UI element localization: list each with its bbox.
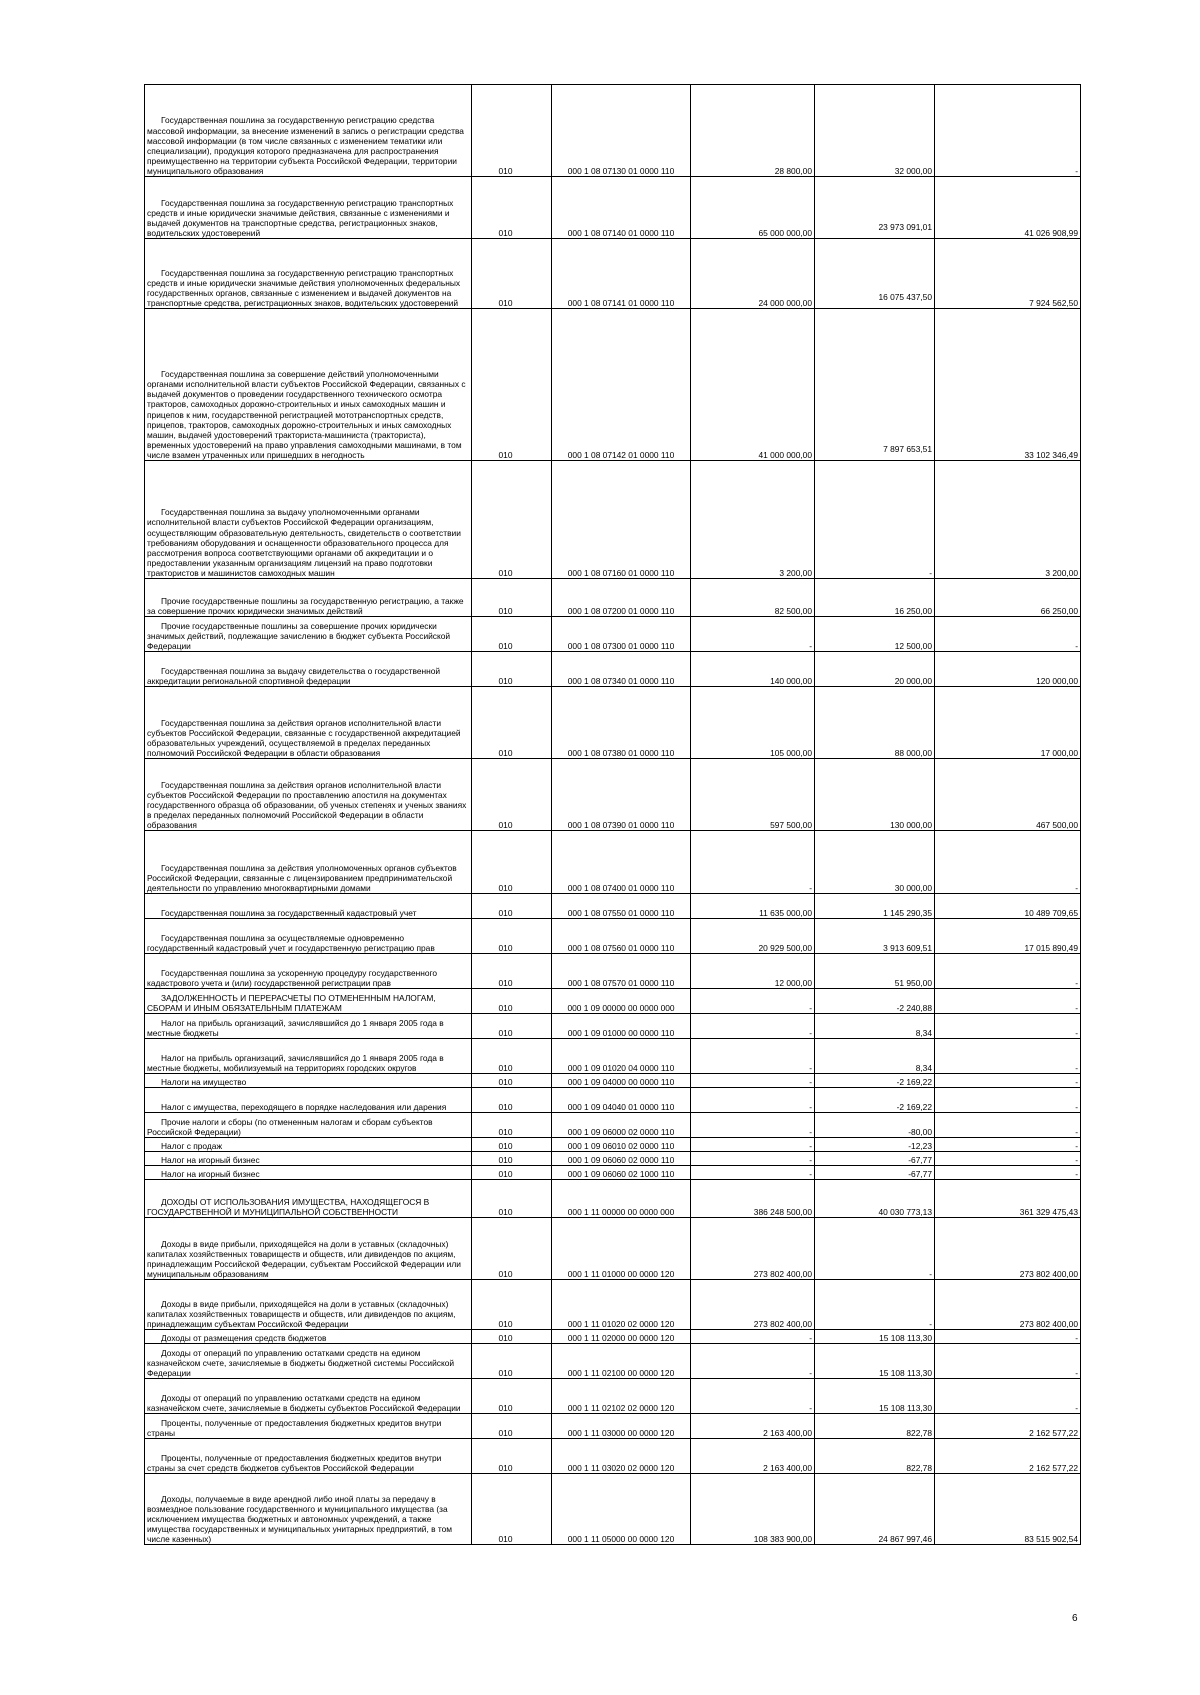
row-code: 010 (472, 617, 552, 652)
row-rest: 120 000,00 (935, 652, 1081, 687)
row-plan: - (691, 1113, 815, 1138)
row-code: 010 (472, 1180, 552, 1218)
row-kbk: 000 1 09 01020 04 0000 110 (552, 1039, 691, 1074)
table-row (145, 1039, 1081, 1074)
row-name: Государственная пошлина за государственный кадастровый учет (145, 894, 472, 919)
row-rest: - (935, 1039, 1081, 1074)
table-row (145, 759, 1081, 831)
row-name: Доходы от операций по управлению остатками средств на едином казначейском счете, зачисляемые в бюджеты бюджетной системы Российской Федерации (145, 1344, 472, 1379)
row-rest: - (935, 1113, 1081, 1138)
row-fact: 32 000,00 (815, 85, 935, 177)
row-kbk: 000 1 08 07380 01 0000 110 (552, 687, 691, 759)
row-code: 010 (472, 1113, 552, 1138)
row-rest: - (935, 617, 1081, 652)
row-rest: 3 200,00 (935, 461, 1081, 579)
row-name: Государственная пошлина за государственную регистрацию средства массовой информации, за внесение изменений в запись о регистрации средства массовой информации (в том числе связанных с изменением тематики или специализации), продукция которого предназначена для распространения преимущественно на территории субъекта Российской Федерации, территории муниципального образования (145, 85, 472, 177)
row-code: 010 (472, 1344, 552, 1379)
row-fact: 24 867 997,46 (815, 1474, 935, 1545)
row-plan: 273 802 400,00 (691, 1280, 815, 1330)
row-rest: - (935, 1074, 1081, 1088)
row-plan: - (691, 1379, 815, 1414)
row-plan: 2 163 400,00 (691, 1414, 815, 1439)
row-plan: - (691, 831, 815, 894)
row-fact: - (815, 1280, 935, 1330)
row-name: Налог с продаж (145, 1138, 472, 1152)
row-kbk: 000 1 11 02100 00 0000 120 (552, 1344, 691, 1379)
row-name: Проценты, полученные от предоставления бюджетных кредитов внутри страны за счет средств бюджетов субъектов Российской Федерации (145, 1439, 472, 1474)
row-kbk: 000 1 08 07142 01 0000 110 (552, 309, 691, 461)
row-code: 010 (472, 1152, 552, 1166)
table-row (145, 617, 1081, 652)
row-code: 010 (472, 831, 552, 894)
row-fact: -12,23 (815, 1138, 935, 1152)
row-plan: 273 802 400,00 (691, 1218, 815, 1280)
row-code: 010 (472, 1138, 552, 1152)
table-row (145, 239, 1081, 309)
row-fact: -2 169,22 (815, 1074, 935, 1088)
row-fact: 15 108 113,30 (815, 1344, 935, 1379)
row-code: 010 (472, 1474, 552, 1545)
row-code: 010 (472, 1166, 552, 1180)
table-row (145, 1138, 1081, 1152)
row-fact: 822,78 (815, 1439, 935, 1474)
row-fact: -2 240,88 (815, 989, 935, 1014)
row-rest: - (935, 1152, 1081, 1166)
table-row (145, 1014, 1081, 1039)
row-name: Прочие налоги и сборы (по отмененным налогам и сборам субъектов Российской Федерации) (145, 1113, 472, 1138)
row-plan: - (691, 617, 815, 652)
row-kbk: 000 1 08 07400 01 0000 110 (552, 831, 691, 894)
row-fact: - (815, 461, 935, 579)
row-rest: 33 102 346,49 (935, 309, 1081, 461)
row-kbk: 000 1 11 03000 00 0000 120 (552, 1414, 691, 1439)
table-row (145, 1074, 1081, 1088)
row-rest: - (935, 1330, 1081, 1344)
table-body (145, 85, 1081, 1545)
table-row (145, 1113, 1081, 1138)
table-row (145, 687, 1081, 759)
row-plan: 386 248 500,00 (691, 1180, 815, 1218)
row-name: Государственная пошлина за действия органов исполнительной власти субъектов Российской Федерации, связанные с государственной аккредитацией образовательных учреждений, осуществляемой в пределах переданных полномочий Российской Федерации в области образования (145, 687, 472, 759)
row-kbk: 000 1 08 07140 01 0000 110 (552, 177, 691, 239)
row-kbk: 000 1 09 01000 00 0000 110 (552, 1014, 691, 1039)
row-name: Государственная пошлина за ускоренную процедуру государственного кадастрового учета и (или) государственной регистрации прав (145, 954, 472, 989)
row-fact: 8,34 (815, 1014, 935, 1039)
row-name: Государственная пошлина за осуществляемые одновременно государственный кадастровый учет и государственную регистрацию прав (145, 919, 472, 954)
row-rest: - (935, 85, 1081, 177)
table-row (145, 1218, 1081, 1280)
row-plan: 20 929 500,00 (691, 919, 815, 954)
table-row (145, 1280, 1081, 1330)
row-plan: 65 000 000,00 (691, 177, 815, 239)
row-code: 010 (472, 309, 552, 461)
row-code: 010 (472, 579, 552, 617)
row-plan: - (691, 1152, 815, 1166)
table-row (145, 1474, 1081, 1545)
row-code: 010 (472, 919, 552, 954)
row-fact: - (815, 1218, 935, 1280)
row-rest: 273 802 400,00 (935, 1218, 1081, 1280)
row-kbk: 000 1 08 07560 01 0000 110 (552, 919, 691, 954)
row-kbk: 000 1 09 04000 00 0000 110 (552, 1074, 691, 1088)
row-rest: - (935, 954, 1081, 989)
table-row (145, 1330, 1081, 1344)
row-name: Налог на прибыль организаций, зачислявшийся до 1 января 2005 года в местные бюджеты, мобилизуемый на территориях городских округов (145, 1039, 472, 1074)
row-code: 010 (472, 759, 552, 831)
table-row (145, 1088, 1081, 1113)
row-fact: 1 145 290,35 (815, 894, 935, 919)
row-rest: 2 162 577,22 (935, 1439, 1081, 1474)
row-kbk: 000 1 08 07390 01 0000 110 (552, 759, 691, 831)
row-rest: 17 015 890,49 (935, 919, 1081, 954)
row-rest: 467 500,00 (935, 759, 1081, 831)
row-plan: 12 000,00 (691, 954, 815, 989)
table-row (145, 1166, 1081, 1180)
table-row (145, 1344, 1081, 1379)
row-name: Государственная пошлина за государственную регистрацию транспортных средств и иные юридически значимые действия, связанные с изменениями и выдачей документов на транспортные средства, регистрационных знаков, водительских удостоверений (145, 177, 472, 239)
row-rest: 273 802 400,00 (935, 1280, 1081, 1330)
table-row (145, 1439, 1081, 1474)
row-code: 010 (472, 1218, 552, 1280)
row-code: 010 (472, 1088, 552, 1113)
row-name: Налог на игорный бизнес (145, 1152, 472, 1166)
table-row (145, 579, 1081, 617)
row-plan: - (691, 989, 815, 1014)
table-row (145, 1180, 1081, 1218)
row-code: 010 (472, 652, 552, 687)
row-fact: 30 000,00 (815, 831, 935, 894)
row-plan: 105 000,00 (691, 687, 815, 759)
row-rest: 10 489 709,65 (935, 894, 1081, 919)
table-row (145, 1379, 1081, 1414)
table-row (145, 1414, 1081, 1439)
row-fact: 40 030 773,13 (815, 1180, 935, 1218)
table-row (145, 85, 1081, 177)
row-code: 010 (472, 989, 552, 1014)
row-plan: - (691, 1039, 815, 1074)
row-code: 010 (472, 1379, 552, 1414)
row-plan: - (691, 1074, 815, 1088)
row-kbk: 000 1 09 06010 02 0000 110 (552, 1138, 691, 1152)
row-fact: 23 973 091,01 (815, 177, 935, 239)
row-fact: 130 000,00 (815, 759, 935, 831)
row-kbk: 000 1 08 07200 01 0000 110 (552, 579, 691, 617)
row-fact: -67,77 (815, 1166, 935, 1180)
row-plan: 82 500,00 (691, 579, 815, 617)
row-rest: - (935, 989, 1081, 1014)
row-fact: -2 169,22 (815, 1088, 935, 1113)
row-fact: 88 000,00 (815, 687, 935, 759)
row-name: Налоги на имущество (145, 1074, 472, 1088)
row-rest: - (935, 1344, 1081, 1379)
row-fact: 7 897 653,51 (815, 309, 935, 461)
table-row (145, 989, 1081, 1014)
row-kbk: 000 1 11 05000 00 0000 120 (552, 1474, 691, 1545)
row-fact: 3 913 609,51 (815, 919, 935, 954)
row-name: Государственная пошлина за действия уполномоченных органов субъектов Российской Федерации, связанные с лицензированием предпринимательской деятельности по управлению многоквартирными домами (145, 831, 472, 894)
row-fact: 12 500,00 (815, 617, 935, 652)
row-code: 010 (472, 1074, 552, 1088)
row-kbk: 000 1 11 01000 00 0000 120 (552, 1218, 691, 1280)
row-kbk: 000 1 09 06000 02 0000 110 (552, 1113, 691, 1138)
row-kbk: 000 1 08 07141 01 0000 110 (552, 239, 691, 309)
row-plan: - (691, 1088, 815, 1113)
row-name: Налог с имущества, переходящего в порядке наследования или дарения (145, 1088, 472, 1113)
row-code: 010 (472, 1014, 552, 1039)
row-name: Государственная пошлина за выдачу свидетельства о государственной аккредитации региональной спортивной федерации (145, 652, 472, 687)
row-kbk: 000 1 09 06060 02 0000 110 (552, 1152, 691, 1166)
row-code: 010 (472, 1039, 552, 1074)
row-plan: - (691, 1330, 815, 1344)
row-plan: 2 163 400,00 (691, 1439, 815, 1474)
row-name: Налог на прибыль организаций, зачислявшийся до 1 января 2005 года в местные бюджеты (145, 1014, 472, 1039)
row-code: 010 (472, 461, 552, 579)
row-name: Доходы от размещения средств бюджетов (145, 1330, 472, 1344)
row-name: Доходы в виде прибыли, приходящейся на доли в уставных (складочных) капиталах хозяйственных товариществ и обществ, или дивидендов по акциям, принадлежащим субъектам Российской Федерации (145, 1280, 472, 1330)
row-code: 010 (472, 177, 552, 239)
row-rest: - (935, 1088, 1081, 1113)
row-kbk: 000 1 11 02102 02 0000 120 (552, 1379, 691, 1414)
row-kbk: 000 1 09 04040 01 0000 110 (552, 1088, 691, 1113)
row-kbk: 000 1 08 07550 01 0000 110 (552, 894, 691, 919)
row-rest: - (935, 1138, 1081, 1152)
row-rest: 83 515 902,54 (935, 1474, 1081, 1545)
row-name: Государственная пошлина за совершение действий уполномоченными органами исполнительной власти субъектов Российской Федерации, связанных с выдачей документов о проведении государственного технического осмотра тракторов, самоходных дорожно-строительных и иных самоходных машин и прицепов к ним, государственной регистрацией мототранспортных средств, прицепов, тракторов, самоходных дорожно-строительных и иных самоходных машин, выдачей удостоверений тракториста-машиниста (тракториста), временных удостоверений на право управления самоходными машинами, в том числе взамен утраченных или пришедших в негодность (145, 309, 472, 461)
row-kbk: 000 1 11 02000 00 0000 120 (552, 1330, 691, 1344)
row-plan: 108 383 900,00 (691, 1474, 815, 1545)
row-fact: 20 000,00 (815, 652, 935, 687)
row-code: 010 (472, 1330, 552, 1344)
row-plan: 3 200,00 (691, 461, 815, 579)
table-row (145, 894, 1081, 919)
row-plan: 24 000 000,00 (691, 239, 815, 309)
row-plan: - (691, 1344, 815, 1379)
row-rest: - (935, 1014, 1081, 1039)
row-code: 010 (472, 954, 552, 989)
row-rest: - (935, 1379, 1081, 1414)
row-name: ЗАДОЛЖЕННОСТЬ И ПЕРЕРАСЧЕТЫ ПО ОТМЕНЕННЫМ НАЛОГАМ, СБОРАМ И ИНЫМ ОБЯЗАТЕЛЬНЫМ ПЛАТЕЖАМ (145, 989, 472, 1014)
row-fact: -67,77 (815, 1152, 935, 1166)
table-row (145, 309, 1081, 461)
row-rest: 66 250,00 (935, 579, 1081, 617)
row-plan: - (691, 1166, 815, 1180)
row-name: Доходы от операций по управлению остатками средств на едином казначейском счете, зачисляемые в бюджеты субъектов Российской Федерации (145, 1379, 472, 1414)
row-kbk: 000 1 09 06060 02 1000 110 (552, 1166, 691, 1180)
row-plan: 28 800,00 (691, 85, 815, 177)
row-code: 010 (472, 687, 552, 759)
row-kbk: 000 1 08 07300 01 0000 110 (552, 617, 691, 652)
row-kbk: 000 1 11 01020 02 0000 120 (552, 1280, 691, 1330)
row-name: Государственная пошлина за выдачу уполномоченными органами исполнительной власти субъектов Российской Федерации организациям, осуществляющим образовательную деятельность, свидетельств о соответствии требованиям оборудования и оснащенности образовательного процесса для рассмотрения вопроса соответствующими органами об аккредитации и о предоставлении указанным организациям лицензий на право подготовки трактористов и машинистов самоходных машин (145, 461, 472, 579)
row-kbk: 000 1 09 00000 00 0000 000 (552, 989, 691, 1014)
table-row (145, 831, 1081, 894)
row-fact: 16 250,00 (815, 579, 935, 617)
row-name: Государственная пошлина за действия органов исполнительной власти субъектов Российской Федерации по проставлению апостиля на документах государственного образца об образовании, об ученых степенях и ученых званиях в пределах переданных полномочий Российской Федерации в области образования (145, 759, 472, 831)
row-code: 010 (472, 85, 552, 177)
table-row (145, 461, 1081, 579)
row-name: Проценты, полученные от предоставления бюджетных кредитов внутри страны (145, 1414, 472, 1439)
row-rest: 41 026 908,99 (935, 177, 1081, 239)
table-row (145, 954, 1081, 989)
table-row (145, 919, 1081, 954)
table-row (145, 177, 1081, 239)
row-kbk: 000 1 08 07130 01 0000 110 (552, 85, 691, 177)
row-rest: 2 162 577,22 (935, 1414, 1081, 1439)
row-rest: 361 329 475,43 (935, 1180, 1081, 1218)
row-code: 010 (472, 894, 552, 919)
row-fact: 16 075 437,50 (815, 239, 935, 309)
row-name: Доходы, получаемые в виде арендной либо иной платы за передачу в возмездное пользование государственного и муниципального имущества (за исключением имущества бюджетных и автономных учреждений, а также имущества государственных и муниципальных унитарных предприятий, в том числе казенных) (145, 1474, 472, 1545)
revenue-table (144, 84, 1081, 1545)
row-kbk: 000 1 08 07570 01 0000 110 (552, 954, 691, 989)
row-name: Налог на игорный бизнес (145, 1166, 472, 1180)
row-plan: 11 635 000,00 (691, 894, 815, 919)
row-rest: 17 000,00 (935, 687, 1081, 759)
row-plan: 41 000 000,00 (691, 309, 815, 461)
row-code: 010 (472, 1280, 552, 1330)
page-number: 6 (1072, 1613, 1078, 1624)
row-plan: 140 000,00 (691, 652, 815, 687)
row-name: Государственная пошлина за государственную регистрацию транспортных средств и иные юридически значимые действия уполномоченных федеральных государственных органов, связанные с изменением и выдачей документов на транспортные средства, регистрационных знаков, водительских удостоверений (145, 239, 472, 309)
row-plan: - (691, 1138, 815, 1152)
row-name: Доходы в виде прибыли, приходящейся на доли в уставных (складочных) капиталах хозяйственных товариществ и обществ, или дивидендов по акциям, принадлежащим Российской Федерации, субъектам Российской Федерации или муниципальным образованиям (145, 1218, 472, 1280)
row-plan: 597 500,00 (691, 759, 815, 831)
row-name: Прочие государственные пошлины за совершение прочих юридически значимых действий, подлежащие зачислению в бюджет субъекта Российской Федерации (145, 617, 472, 652)
row-kbk: 000 1 11 03020 02 0000 120 (552, 1439, 691, 1474)
row-fact: 8,34 (815, 1039, 935, 1074)
row-rest: - (935, 831, 1081, 894)
row-kbk: 000 1 08 07160 01 0000 110 (552, 461, 691, 579)
row-name: ДОХОДЫ ОТ ИСПОЛЬЗОВАНИЯ ИМУЩЕСТВА, НАХОДЯЩЕГОСЯ В ГОСУДАРСТВЕННОЙ И МУНИЦИПАЛЬНОЙ СОБСТВЕННОСТИ (145, 1180, 472, 1218)
row-kbk: 000 1 11 00000 00 0000 000 (552, 1180, 691, 1218)
row-fact: 15 108 113,30 (815, 1330, 935, 1344)
row-fact: 51 950,00 (815, 954, 935, 989)
row-kbk: 000 1 08 07340 01 0000 110 (552, 652, 691, 687)
row-code: 010 (472, 1414, 552, 1439)
table-row (145, 652, 1081, 687)
row-rest: - (935, 1166, 1081, 1180)
table-row (145, 1152, 1081, 1166)
row-fact: -80,00 (815, 1113, 935, 1138)
row-name: Прочие государственные пошлины за государственную регистрацию, а также за совершение прочих юридически значимых действий (145, 579, 472, 617)
row-fact: 15 108 113,30 (815, 1379, 935, 1414)
row-fact: 822,78 (815, 1414, 935, 1439)
row-code: 010 (472, 239, 552, 309)
row-plan: - (691, 1014, 815, 1039)
row-code: 010 (472, 1439, 552, 1474)
row-rest: 7 924 562,50 (935, 239, 1081, 309)
